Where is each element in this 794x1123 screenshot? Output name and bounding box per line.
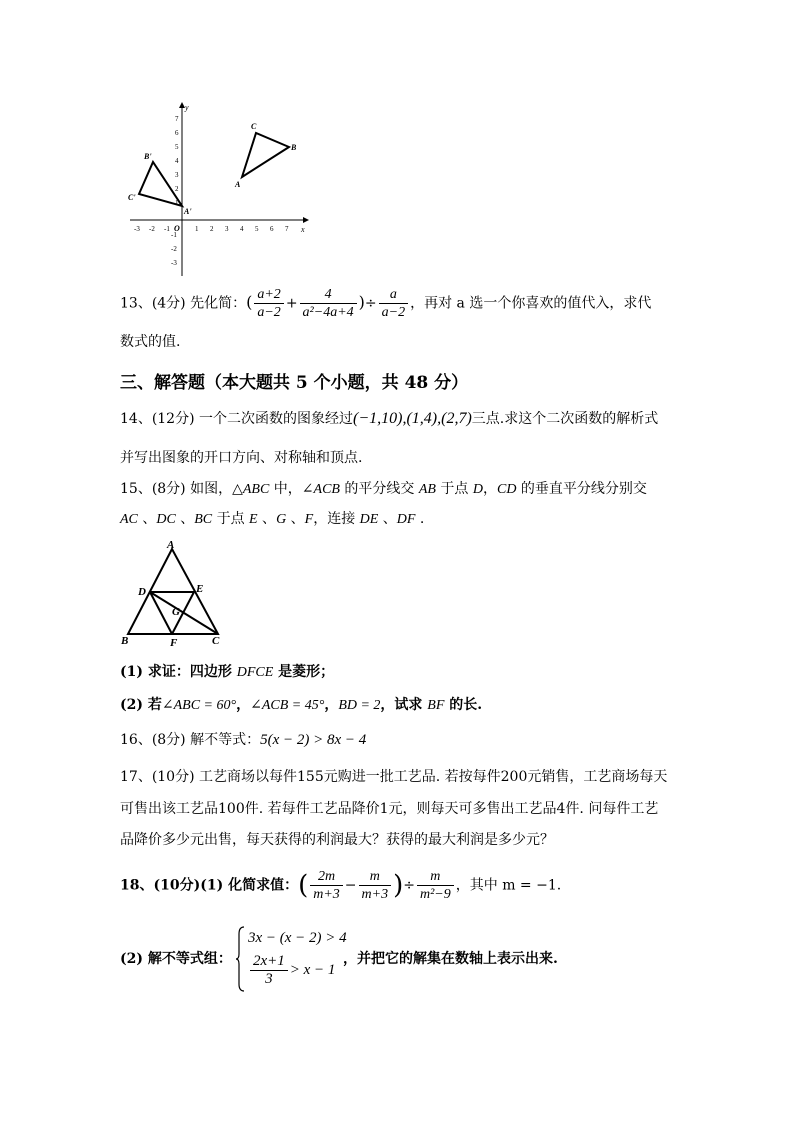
triangle-abc xyxy=(242,133,289,177)
fig2-label-e: E xyxy=(196,583,204,595)
q17-line3: 品降价多少元出售，每天获得的利润最大？获得的最大利润是多少元？ xyxy=(120,832,554,848)
coordinate-figure xyxy=(125,100,310,278)
q16-inequality: 5(x − 2) > 8x − 4 xyxy=(260,732,367,748)
q13-suffix: ，再对 a 选一个你喜欢的值代入，求代 xyxy=(410,295,652,312)
q18-fraction-2: $\frac{m}{m+3}$ xyxy=(359,868,392,903)
x-tick: -1 xyxy=(164,225,170,233)
q14-line2: 并写出图象的开口方向、对称轴和顶点. xyxy=(120,450,363,466)
x-tick: 3 xyxy=(225,225,229,233)
point-b-label: B xyxy=(291,143,297,152)
q13-fraction-2: $\frac{4}{\text{a²−4a+4}}$ xyxy=(300,286,357,321)
y-tick: -3 xyxy=(171,259,177,267)
x-axis-arrow xyxy=(303,217,309,223)
q15-line2: AC 、DC 、BC 于点 E 、G 、F，连接 DE 、DF . xyxy=(120,511,425,527)
q13-fraction-1: $\frac{a+2}{a-2}$ xyxy=(254,286,283,321)
q18-inequality-1: 3x − (x − 2) > 4 xyxy=(248,930,347,946)
fig2-label-g: G xyxy=(172,606,180,618)
y-tick: 7 xyxy=(175,115,179,123)
q13-fraction-3: $\frac{a}{a-2}$ xyxy=(379,286,408,321)
y-tick: 2 xyxy=(175,185,179,193)
q13-prefix: 13、(4分) 先化简： xyxy=(120,295,247,312)
q18-fraction-1: $\frac{2m}{m+3}$ xyxy=(310,868,343,903)
q14-points: (−1,10),(1,4),(2,7) xyxy=(353,410,472,427)
question-13: 13、(4分) 先化简：( $\frac{a+2}{a-2}$ + $\frac{4}{\text{a²−4a+4}}$ )÷ $\frac{a}{a-2}$ ，再对 a 选一个你喜欢的值代入，求代 xyxy=(120,287,652,320)
x-axis-label: x xyxy=(301,225,305,234)
question-15: 15、(8分) 如图，△ABC 中，∠ACB 的平分线交 AB 于点 D，CD 的垂直平分线分别交 xyxy=(120,481,647,497)
q18-fraction-3: $\frac{m}{\text{m²−9}}$ xyxy=(417,868,454,903)
x-tick: 7 xyxy=(285,225,289,233)
fig2-label-c: C xyxy=(212,635,220,647)
fig2-label-b: B xyxy=(121,635,129,647)
x-tick: -3 xyxy=(134,225,140,233)
fig2-label-f: F xyxy=(170,637,178,648)
fig2-label-d: D xyxy=(138,586,146,598)
q18-inequality-2: $\frac{2x+1}{3}$ > x − 1 xyxy=(248,953,335,988)
x-tick: 1 xyxy=(195,225,199,233)
origin-label: O xyxy=(174,224,180,233)
section-3-heading: 三、解答题（本大题共 5 个小题，共 48 分） xyxy=(120,373,469,393)
x-tick: 5 xyxy=(255,225,259,233)
point-b1-label: B' xyxy=(144,152,152,161)
question-18: 18、(10分)(1) 化简求值：( $\frac{2m}{m+3}$ − $\frac{m}{m+3}$ )÷ $\frac{m}{\text{m²−9}}$ ，其中 m = −1. xyxy=(120,869,562,902)
x-tick: 2 xyxy=(210,225,214,233)
point-a-label: A xyxy=(235,180,241,189)
question-16: 16、(8分) 解不等式：5(x − 2) > 8x − 4 xyxy=(120,732,367,748)
q15-part2: (2) 若∠ABC = 60°，∠ACB = 45°，BD = 2，试求 BF 的长. xyxy=(120,697,483,713)
x-tick: 4 xyxy=(240,225,244,233)
y-tick: 4 xyxy=(175,157,179,165)
y-tick: 1 xyxy=(175,199,179,207)
q17-line2: 可售出该工艺品100件. 若每件工艺品降价1元，则每天可多售出工艺品4件. 问每件工艺 xyxy=(120,801,659,817)
point-c1-label: C' xyxy=(128,193,136,202)
triangle-figure xyxy=(120,538,230,648)
q18-part2-suffix: ，并把它的解集在数轴上表示出来. xyxy=(343,951,558,967)
x-ticks xyxy=(134,225,289,233)
y-tick: 5 xyxy=(175,143,179,151)
y-tick: 6 xyxy=(175,129,179,137)
point-a1-label: A' xyxy=(184,207,192,216)
fig2-label-a: A xyxy=(167,539,175,551)
q15-part1: (1) 求证：四边形 DFCE 是菱形； xyxy=(120,664,335,680)
y-axis-label: y xyxy=(185,103,189,112)
q17-line1: 17、(10分) 工艺商场以每件155元购进一批工艺品. 若按每件200元销售，工艺商场每天 xyxy=(120,769,668,785)
system-brace xyxy=(236,926,246,992)
q18-part2-prefix: (2) 解不等式组： xyxy=(120,951,232,967)
y-tick: -2 xyxy=(171,245,177,253)
point-c-label: C xyxy=(251,122,257,131)
x-tick: 6 xyxy=(270,225,274,233)
x-tick: -2 xyxy=(149,225,155,233)
q13-line2: 数式的值. xyxy=(120,334,181,350)
y-tick: 3 xyxy=(175,171,179,179)
question-14: 14、(12分) 一个二次函数的图象经过(−1,10),(1,4),(2,7)三点.求这个二次函数的解析式 xyxy=(120,410,659,427)
y-tick: -1 xyxy=(171,231,177,239)
